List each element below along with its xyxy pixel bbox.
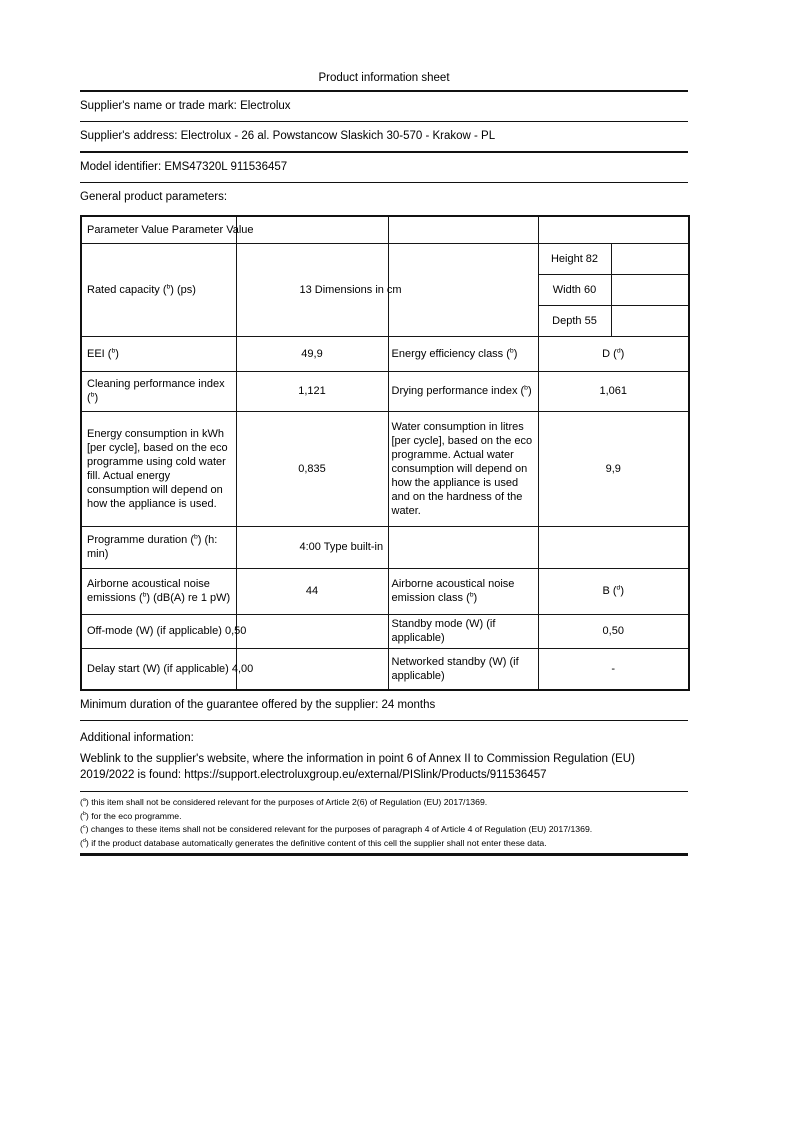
parameter-value [236,526,388,568]
table-row-header [81,216,689,243]
empty-cell [538,216,689,243]
table-row-programme-duration [81,526,689,568]
parameter-value: D ($^d$) [538,336,689,371]
divider [80,791,688,792]
additional-information-heading: Additional information: [80,732,194,744]
empty-cell [236,648,388,690]
off-mode-text: Off-mode (W) (if applicable) 0,50 [87,625,247,637]
rated-capacity-label: Rated capacity ($^b$) (ps) [81,243,236,336]
footnote-a: ($^a$) this item shall not be considered relevant for the purposes of Article 2(6) of Regulation (EU) 2017/1369. [80,797,488,807]
parameter-value: 49,9 [236,336,388,371]
dimension-width: Width 60 [538,274,611,305]
empty-cell [388,526,538,568]
supplier-weblink-text: Weblink to the supplier's website, where the information in point 6 of Annex II to Commission Regulation (EU) 2019/2022 is found: https://support.electroluxgroup.eu/external/PISlink/Products/911536457 [80,753,635,781]
guarantee-line: Minimum duration of the guarantee offered by the supplier: 24 months [80,699,436,711]
footnotes [80,796,688,850]
dimensions-merged-text: 13 Dimensions in cm [299,283,402,296]
divider [80,720,688,721]
table-row-energy-consumption [81,411,689,526]
table-row-cleaning-index [81,371,689,411]
parameter-label: Programme duration ($^b$) (h: min) [81,526,236,568]
empty-cell [388,216,538,243]
parameter-label: Drying performance index ($^b$) [388,371,538,411]
parameter-value: B ($^d$) [538,568,689,614]
page-title: Product information sheet [318,72,450,84]
footnote-b: ($^b$) for the eco programme. [80,810,182,821]
parameter-label: EEI ($^b$) [81,336,236,371]
table-row-eei [81,336,689,371]
parameter-label: Water consumption in litres [per cycle], based on the eco programme. Actual water consumption will depend on how the appliance is used and on the hardness of the water. [388,411,538,526]
dimension-depth: Depth 55 [538,305,611,336]
empty-cell [538,526,689,568]
table-row-dimensions-height [81,243,689,274]
general-parameters-table [80,215,690,691]
divider [80,182,688,183]
general-parameters-heading: General product parameters: [80,191,228,203]
parameter-value: 0,50 [538,614,689,648]
delay-start-text: Delay start (W) (if applicable) 4,00 [87,662,254,675]
parameter-label: Standby mode (W) (if applicable) [388,614,538,648]
dimensions-merged-cell [236,243,402,336]
table-header-cell [81,216,254,243]
empty-cell [611,243,689,274]
empty-cell [236,614,388,648]
parameter-label: Airborne acoustical noise emission class ($^b$) [388,568,538,614]
parameter-value: 1,061 [538,371,689,411]
parameter-value: 44 [236,568,388,614]
parameter-label: Energy consumption in kWh [per cycle], based on the eco programme using cold water fill. Actual energy consumption will depend on how the appliance is used. [81,411,236,526]
model-identifier-line: Model identifier: EMS47320L 911536457 [80,161,288,173]
parameter-label [81,614,247,648]
parameter-label: Cleaning performance index ($^b$) [81,371,236,411]
parameter-value: 9,9 [538,411,689,526]
footnote-c: ($^c$) changes to these items shall not be considered relevant for the purposes of paragraph 4 of Article 4 of Regulation (EU) 2017/1369. [80,824,593,834]
supplier-name-line: Supplier's name or trade mark: Electrolux [80,100,291,112]
parameter-value: 0,835 [236,411,388,526]
dimension-height: Height 82 [538,243,611,274]
table-row-off-mode [81,614,689,648]
table-row-noise-emissions [81,568,689,614]
empty-cell [236,216,388,243]
table-header-text: Parameter Value Parameter Value [87,223,254,236]
divider [80,853,688,856]
parameter-label: Energy efficiency class ($^b$) [388,336,538,371]
empty-cell [611,274,689,305]
parameter-label: Networked standby (W) (if applicable) [388,648,538,690]
programme-duration-text: 4:00 Type built-in [299,541,384,553]
footnote-d: ($^d$) if the product database automatically generates the definitive content of this cell the supplier shall not enter these data. [80,837,547,848]
table-row-delay-start [81,648,689,690]
parameter-label: Airborne acoustical noise emissions ($^b$) (dB(A) re 1 pW) [81,568,236,614]
supplier-address-line: Supplier's address: Electrolux - 26 al. Powstancow Slaskich 30-570 - Krakow - PL [80,130,496,142]
document-content [80,0,688,856]
empty-cell [611,305,689,336]
parameter-value: 1,121 [236,371,388,411]
parameter-value: - [538,648,689,690]
parameter-label [81,648,254,690]
empty-cell [388,243,538,336]
